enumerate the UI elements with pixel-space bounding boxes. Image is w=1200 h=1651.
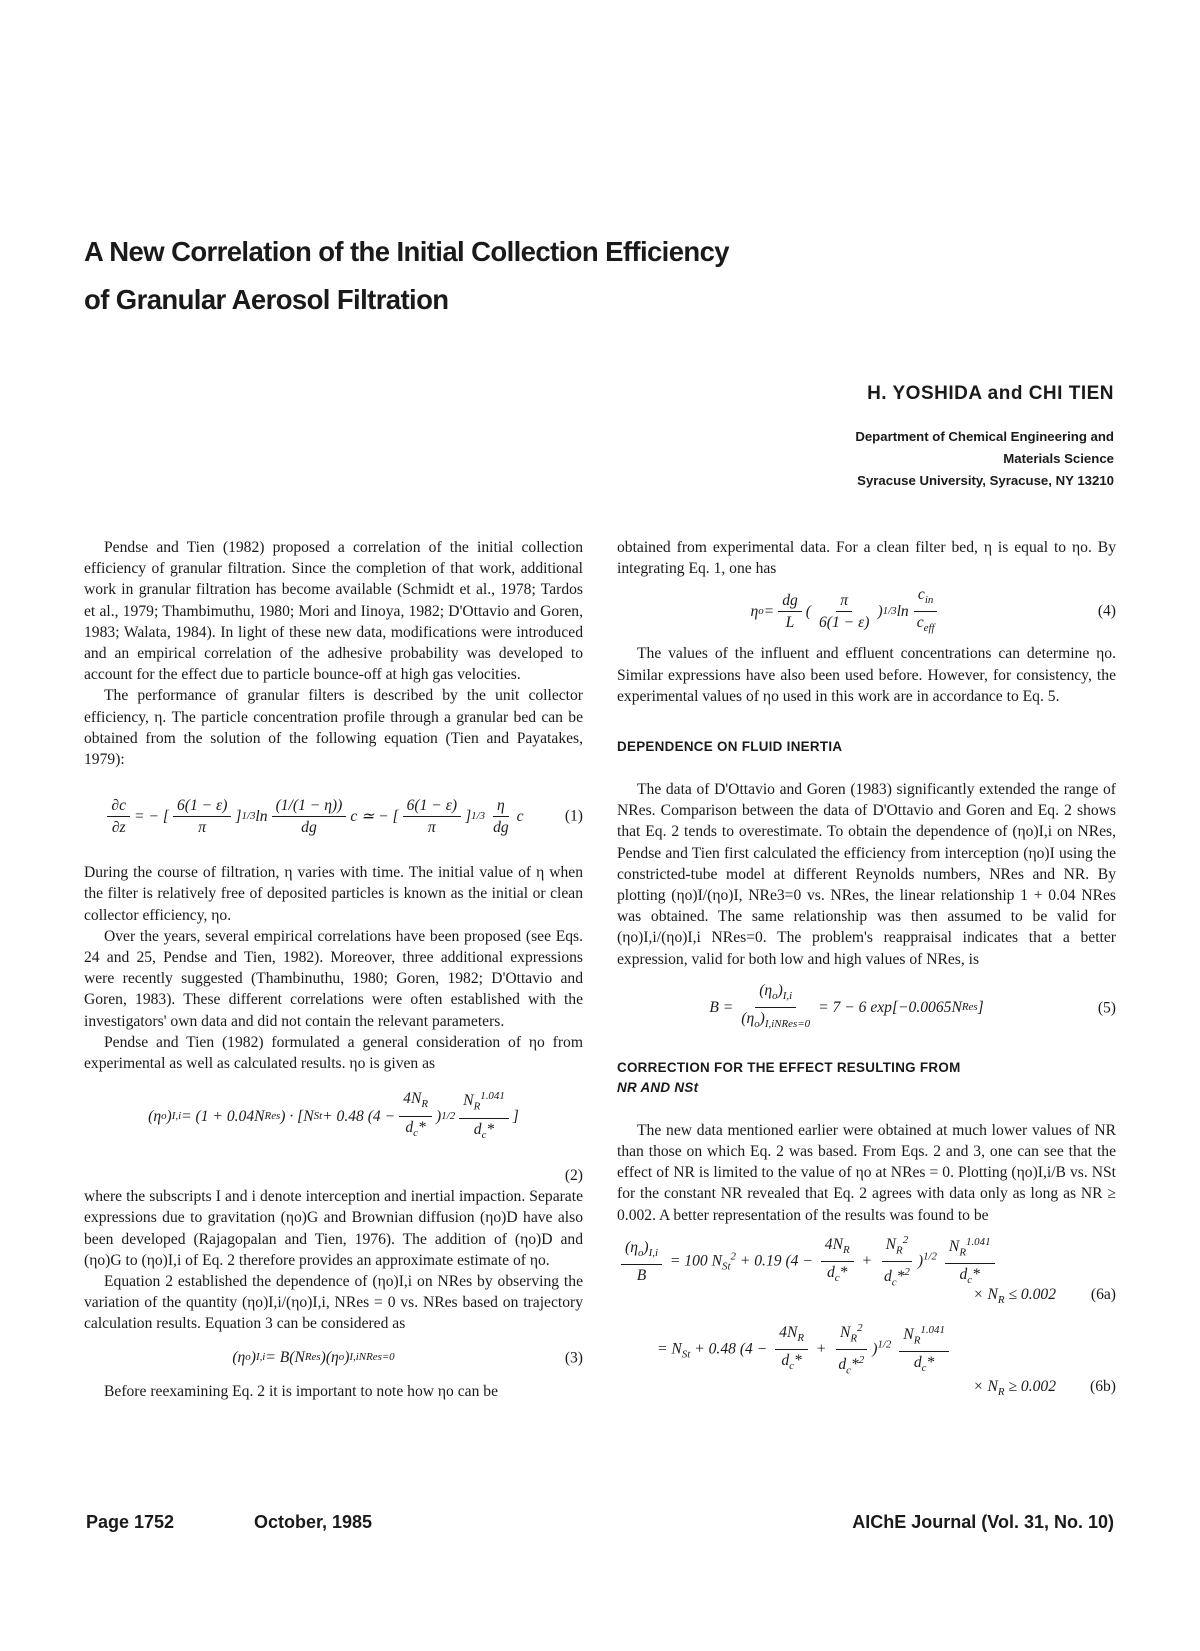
equation-3-number: (3) xyxy=(564,1349,583,1367)
right-column xyxy=(617,537,1116,1414)
equation-1-body: $\frac{\partial c}{\partial z}$ = − [ $\frac{6(1 - \varepsilon)}{\pi}$ ] 1/3 ln $\frac{(1/(1 - \eta))}{dg}$ c ≃ − [ $\frac{6(1 - \varepsilon)}{\pi}$ ] 1/3 $\frac{\eta}{dg}$ c xyxy=(84,770,543,862)
equation-6b-number: (6b) xyxy=(1090,1377,1116,1395)
equation-6 xyxy=(617,1226,1116,1414)
equation-2-number: (2) xyxy=(564,1167,583,1185)
equation-6b-condition: × $N_R \ge 0.002$ xyxy=(973,1377,1056,1398)
equation-6a-number: (6a) xyxy=(1090,1285,1116,1303)
paper-title xyxy=(84,228,1084,324)
equation-5-body: B = $\frac{(\eta_o)_{I,i}}{(\eta_o)_{I,iNRes=0}}$ = 7 − 6 exp[−0.0065N Res ] xyxy=(709,982,984,1031)
paragraph: obtained from experimental data. For a clean filter bed, η is equal to ηo. By integrating Eq. 1, one has xyxy=(617,539,1116,578)
paragraph: Equation 2 established the dependence of (ηo)I,i on NRes by observing the variation of the quantity (ηo)I,i/(ηo)I,i, NRes = 0 vs. NRes based on trajectory calculation results. Equation 3 can be considered as xyxy=(84,1273,583,1333)
equation-4 xyxy=(617,579,1116,643)
equation-2 xyxy=(84,1074,583,1186)
paragraph: Over the years, several empirical correlations have been proposed (see Eqs. 24 and 25, Pendse and Tien, 1982). Moreover, three additional expressions were recently suggested (Thambinuthu, 1980; Goren, 1982; D'Ottavio and Goren, 1983). These different correlations were often established with the investigators' own data and did not contain the relevant parameters. xyxy=(84,927,583,1030)
paragraph: The values of the influent and effluent concentrations can determine ηo. Similar expressions have also been used before. However, for consistency, the experimental values of ηo used in this work are in accordance to Eq. 5. xyxy=(617,645,1116,705)
paragraph: The performance of granular filters is described by the unit collector efficiency, η. The particle concentration profile through a granular bed can be obtained from the solution of the following equation (Tien and Payatakes, 1979): xyxy=(84,687,583,769)
affiliation-line-3: Syracuse University, Syracuse, NY 13210 xyxy=(857,473,1114,488)
section-heading-line-1: CORRECTION FOR THE EFFECT RESULTING FROM xyxy=(617,1059,961,1075)
paragraph: Pendse and Tien (1982) proposed a correlation of the initial collection efficiency of granular filtration. Since the completion of that work, additional work in granular filtration has become available (Schmidt et al., 1978; Tardos et al., 1979; Thambimuthu, 1980; Mori and Iinoya, 1982; D'Ottavio and Goren, 1983; Walata, 1984). In light of these new data, modifications were introduced and an empirical correlation of the adhesive probability was developed to account for the effect due to particle bounce-off at high gas velocities. xyxy=(84,539,583,684)
affiliation-line-1: Department of Chemical Engineering and xyxy=(855,429,1114,444)
equation-1 xyxy=(84,770,583,862)
affiliation-line-2: Materials Science xyxy=(1003,451,1114,466)
equation-5-number: (5) xyxy=(1097,999,1116,1017)
title-line-2: of Granular Aerosol Filtration xyxy=(84,284,449,315)
footer-page-number: Page 1752 xyxy=(86,1512,175,1532)
authors: H. YOSHIDA and CHI TIEN xyxy=(867,383,1114,404)
equation-6a-body: $\frac{(\eta_o)_{I,i}}{B}$ = 100 $N_{St}^2 + 0.19$ (4 − $\frac{4N_R}{d_c*}$ + $\frac{N_R^2}{d_c*^2}$ )$^{1/2}$ $\frac{N_R^{1.041}}{d_c*}$ xyxy=(617,1230,1076,1294)
footer-date: October, 1985 xyxy=(254,1512,373,1532)
equation-5 xyxy=(617,970,1116,1046)
section-heading xyxy=(617,1058,1116,1098)
section-heading-line-2: NR AND NSt xyxy=(617,1079,699,1095)
equation-3-body: (η o ) I,i = B(N Res )(η o ) I,iNRes=0 xyxy=(232,1349,395,1367)
paragraph: During the course of filtration, η varies with time. The initial value of η when the filter is relatively free of deposited particles is known as the initial or clean collector efficiency, ηo. xyxy=(84,864,583,924)
title-line-1: A New Correlation of the Initial Collection Efficiency xyxy=(84,236,730,267)
equation-4-number: (4) xyxy=(1097,602,1116,620)
footer-journal: AIChE Journal (Vol. 31, No. 10) xyxy=(852,1512,1114,1532)
equation-6a-condition: × $N_R \le 0.002$ xyxy=(973,1285,1056,1306)
equation-4-body: η o = $\frac{dg}{L}$ ( $\frac{\pi}{6(1 - \varepsilon)}$ ) 1/3 ln $\frac{c_{in}}{c_{eff}}$ xyxy=(617,579,1076,643)
paragraph: where the subscripts I and i denote interception and inertial impaction. Separate expressions due to gravitation (ηo)G and Brownian diffusion (ηo)D have also been developed (Rajagopalan and Tien, 1976). The addition of (ηo)D and (ηo)G to (ηo)I,i of Eq. 2 therefore provides an approximate estimate of ηo. xyxy=(84,1188,583,1269)
paragraph: Pendse and Tien (1982) formulated a general consideration of ηo from experimental as well as calculated results. ηo is given as xyxy=(84,1033,583,1073)
equation-3 xyxy=(84,1335,583,1381)
affiliation xyxy=(855,426,1114,492)
paragraph: The data of D'Ottavio and Goren (1983) significantly extended the range of NRes. Comparison between the data of D'Ottavio and Goren and Eq. 2 shows that Eq. 2 tends to overestimate. To obtain the dependence of (ηo)I,i on NRes, Pendse and Tien first calculated the efficiency from interception (ηo)I using the constricted-tube model at different Reynolds numbers, NRes and NR. By plotting (ηo)I/(ηo)I, NRe3=0 vs. NRes, the linear relationship 1 + 0.04 NRes was obtained. The same relationship was then assumed to be valid for (ηo)I,i/(ηo)I,i NRes=0. The problem's reappraisal indicates that a better expression, valid for both low and high values of NRes, is xyxy=(617,781,1116,968)
paragraph: Before reexamining Eq. 2 it is important to note how ηo can be xyxy=(104,1382,499,1400)
equation-1-number: (1) xyxy=(564,807,583,825)
equation-6b-body: = $N_{St} + 0.48$ (4 − $\frac{4N_R}{d_c*}$ + $\frac{N_R^2}{d_c*^2}$ )$^{1/2}$ $\frac{N_R^{1.041}}{d_c*}$ xyxy=(657,1318,1076,1382)
left-column xyxy=(84,537,583,1402)
equation-2-body: (η o ) I,i = (1 + 0.04N Res ) · [N St + 0.48 (4 − $\frac{4N_R}{d_c*}$ ) 1/2 $\frac{N_R^{1.041}}{d_c*}$ ] xyxy=(84,1074,583,1158)
paragraph: The new data mentioned earlier were obtained at much lower values of NR than those on which Eq. 2 was based. From Eqs. 2 and 3, one can see that the effect of NR is limited to the value of ηo at NRes = 0. Plotting (ηo)I,i/B vs. NSt for the constant NR revealed that Eq. 2 agrees with data only as long as NR ≥ 0.002. A better representation of the results was found to be xyxy=(617,1121,1116,1224)
section-heading: DEPENDENCE ON FLUID INERTIA xyxy=(617,739,843,755)
